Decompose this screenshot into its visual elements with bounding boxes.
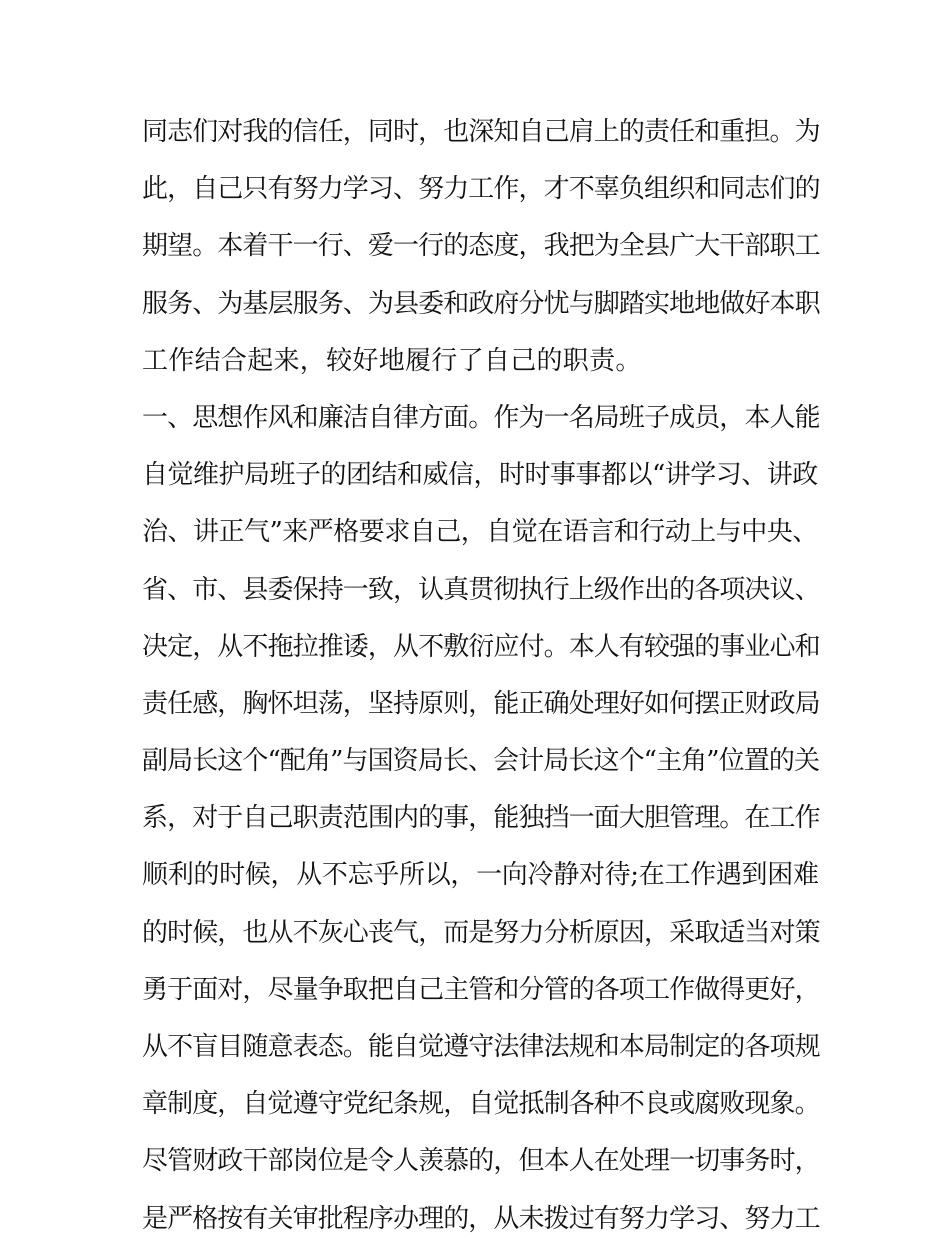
text-line: 省、市、县委保持一致，认真贯彻执行上级作出的各项决议、 <box>142 574 820 605</box>
text-line: 勇于面对，尽量争取把自己主管和分管的各项工作做得更好， <box>142 974 820 1005</box>
text-line: 是严格按有关审批程序办理的，从未拨过有努力学习、努力工 <box>142 1203 820 1234</box>
text-line: 责任感，胸怀坦荡，坚持原则，能正确处理好如何摆正财政局 <box>142 688 820 719</box>
text-line: 副局长这个“配角”与国资局长、会计局长这个“主角”位置的关 <box>142 746 820 777</box>
text-line: 决定，从不拖拉推诿，从不敷衍应付。本人有较强的事业心和 <box>142 631 820 662</box>
text-line: 尽管财政干部岗位是令人羡慕的，但本人在处理一切事务时， <box>142 1146 820 1177</box>
text-line: 此，自己只有努力学习、努力工作，才不辜负组织和同志们的 <box>142 174 820 205</box>
text-line: 一、思想作风和廉洁自律方面。作为一名局班子成员，本人能 <box>142 402 820 433</box>
text-line: 系，对于自己职责范围内的事，能独挡一面大胆管理。在工作 <box>142 803 820 834</box>
text-line: 自觉维护局班子的团结和威信，时时事事都以“讲学习、讲政 <box>142 460 818 491</box>
text-line: 服务、为基层服务、为县委和政府分忧与脚踏实地地做好本职 <box>142 288 820 319</box>
text-line: 工作结合起来，较好地履行了自己的职责。 <box>142 345 642 376</box>
text-line: 治、讲正气”来严格要求自己，自觉在语言和行动上与中央、 <box>142 517 818 548</box>
text-line: 从不盲目随意表态。能自觉遵守法律法规和本局制定的各项规 <box>142 1032 820 1062</box>
text-line: 章制度，自觉遵守党纪条规，自觉抵制各种不良或腐败现象。 <box>142 1089 820 1120</box>
text-line: 顺利的时候，从不忘乎所以，一向冷静对待;在工作遇到困难 <box>142 860 819 891</box>
text-line: 的时候，也从不灰心丧气，而是努力分析原因，采取适当对策 <box>142 917 820 948</box>
text-line: 同志们对我的信任，同时，也深知自己肩上的责任和重担。为 <box>142 117 820 147</box>
body-text <box>142 104 822 1248</box>
text-line: 期望。本着干一行、爱一行的态度，我把为全县广大干部职工 <box>142 231 820 262</box>
